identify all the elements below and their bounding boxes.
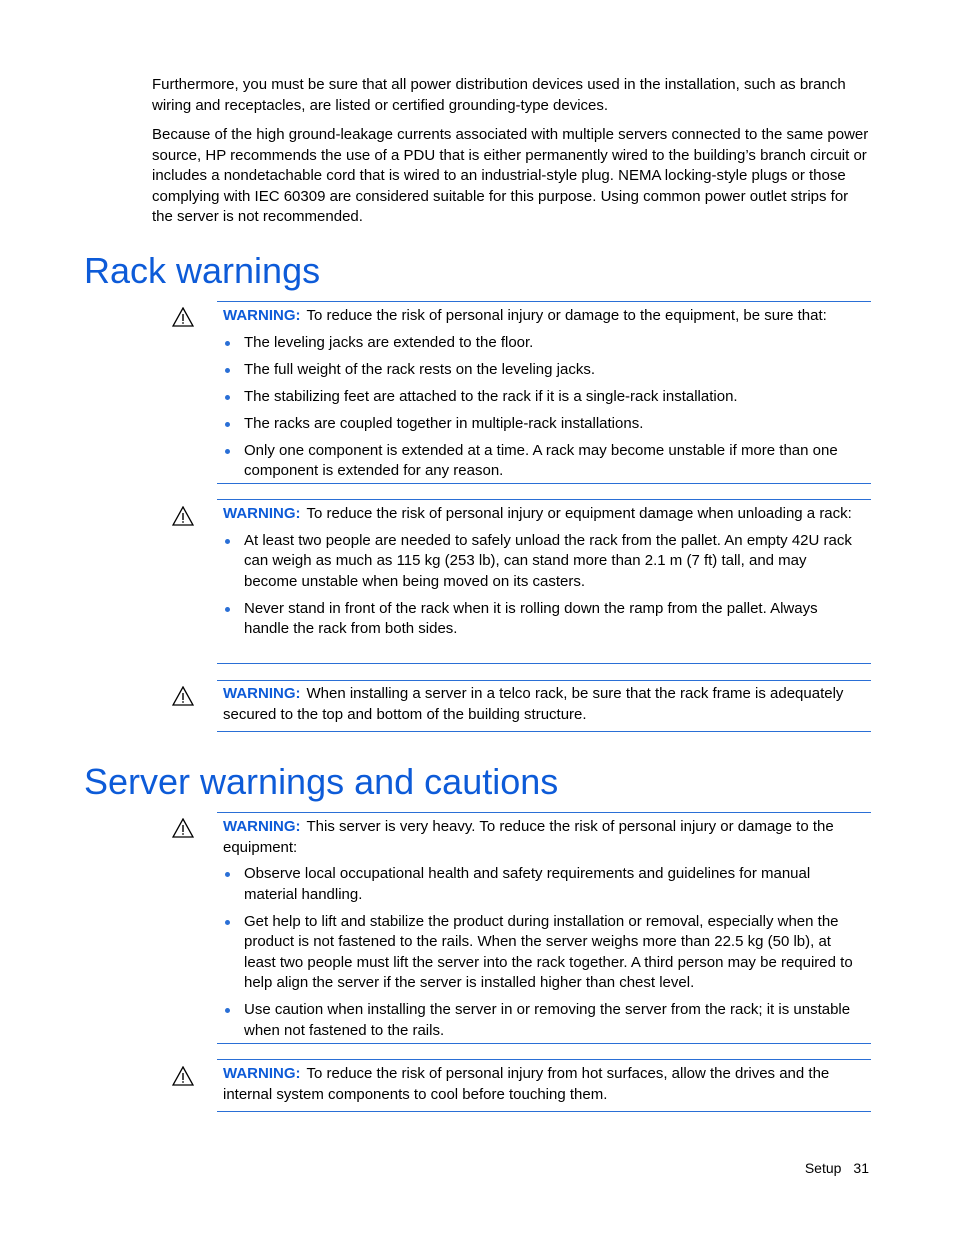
warning-text xyxy=(217,306,871,327)
warning-bullet-list xyxy=(217,531,871,640)
warning-label: WARNING: xyxy=(223,1065,301,1082)
warning-intro: To reduce the risk of personal injury or damage to the equipment, be sure that: xyxy=(306,307,827,324)
warning-triangle-icon xyxy=(172,686,194,706)
bullet-icon xyxy=(225,395,230,400)
bullet-icon xyxy=(225,872,230,877)
warning-label: WARNING: xyxy=(223,307,301,324)
warning-box xyxy=(217,680,871,732)
page-footer xyxy=(805,1158,869,1178)
list-item: Use caution when installing the server in or removing the server from the rack; it is unstable when not fastened to the rails. xyxy=(217,1000,871,1041)
warning-text xyxy=(217,684,871,725)
warning-box xyxy=(217,812,871,1044)
list-item: The full weight of the rack rests on the leveling jacks. xyxy=(217,360,871,381)
bullet-icon xyxy=(225,449,230,454)
intro-paragraph-2: Because of the high ground-leakage currents associated with multiple servers connected to the same power source, HP recommends the use of a PDU that is either permanently wired to the building’s branch circuit or includes a nondetachable cord that is wired to an industrial-style plug. NEMA locking-style plugs or those complying with IEC 60309 are considered suitable for this purpose. Using common power outlet strips for the server is not recommended. xyxy=(152,126,869,225)
bullet-icon xyxy=(225,539,230,544)
warning-bullet-list xyxy=(217,333,871,482)
warning-text xyxy=(217,1064,871,1105)
warning-box xyxy=(217,1059,871,1112)
warning-triangle-icon xyxy=(172,818,194,838)
warning-label: WARNING: xyxy=(223,505,301,522)
warning-label: WARNING: xyxy=(223,685,301,702)
intro-paragraph-1: Furthermore, you must be sure that all power distribution devices used in the installation, such as branch wiring and receptacles, are listed or certified grounding-type devices. xyxy=(152,76,846,114)
bullet-icon xyxy=(225,422,230,427)
list-item: Get help to lift and stabilize the product during installation or removal, especially when the product is not fastened to the rails. When the server weighs more than 22.5 kg (50 lb), at least two people must lift the server into the rack together. A third person may be required to help align the server if the server is installed higher than chest level. xyxy=(217,912,871,994)
warning-intro: To reduce the risk of personal injury from hot surfaces, allow the drives and the internal system components to cool before touching them. xyxy=(223,1065,830,1103)
list-item: Only one component is extended at a time. A rack may become unstable if more than one component is extended for any reason. xyxy=(217,441,871,482)
list-item: At least two people are needed to safely unload the rack from the pallet. An empty 42U rack can weigh as much as 115 kg (253 lb), can stand more than 2.1 m (7 ft) tall, and may become unstable when being moved on its casters. xyxy=(217,531,871,593)
page-number: 31 xyxy=(853,1160,869,1176)
warning-text xyxy=(217,504,871,525)
footer-section-label: Setup xyxy=(804,1160,842,1176)
list-item: The leveling jacks are extended to the floor. xyxy=(217,333,871,354)
warning-intro: This server is very heavy. To reduce the risk of personal injury or damage to the equipment: xyxy=(223,818,834,856)
warning-intro: When installing a server in a telco rack, be sure that the rack frame is adequately secured to the top and bottom of the building structure. xyxy=(223,685,844,723)
warning-box xyxy=(217,301,871,484)
section-heading-rack-warnings: Rack warnings xyxy=(84,250,321,291)
list-item: The stabilizing feet are attached to the rack if it is a single-rack installation. xyxy=(217,387,871,408)
list-item: The racks are coupled together in multiple-rack installations. xyxy=(217,414,871,435)
section-heading-server-warnings: Server warnings and cautions xyxy=(84,761,559,802)
warning-text xyxy=(217,817,871,858)
list-item: Observe local occupational health and safety requirements and guidelines for manual material handling. xyxy=(217,864,871,905)
bullet-icon xyxy=(225,607,230,612)
warning-bullet-list xyxy=(217,864,871,1041)
warning-box xyxy=(217,499,871,664)
warning-triangle-icon xyxy=(172,1066,194,1086)
bullet-icon xyxy=(225,920,230,925)
bullet-icon xyxy=(225,368,230,373)
list-item: Never stand in front of the rack when it is rolling down the ramp from the pallet. Always handle the rack from both sides. xyxy=(217,599,871,640)
warning-triangle-icon xyxy=(172,307,194,327)
bullet-icon xyxy=(225,1008,230,1013)
warning-triangle-icon xyxy=(172,506,194,526)
bullet-icon xyxy=(225,341,230,346)
warning-intro: To reduce the risk of personal injury or equipment damage when unloading a rack: xyxy=(306,505,852,522)
warning-label: WARNING: xyxy=(223,818,301,835)
